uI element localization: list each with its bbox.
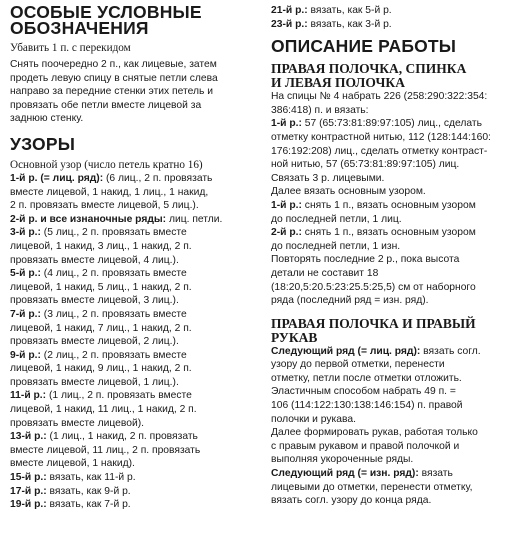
symbols-heading [10,4,260,36]
row-label: Следующий ряд (= изн. ряд): [271,468,419,480]
text-line: направо за передние стенки этих петель и [10,86,213,98]
row-label: 5-й р.: [10,268,41,280]
text-line [271,18,511,32]
text-line [271,199,511,213]
row-text: провязать вместе лицевой). [10,417,145,429]
row-text: лицевой, 1 накид, 11 лиц., 1 накид, 2 п. [10,404,197,416]
row-label: 21-й р.: [271,5,308,16]
text-line [271,467,511,481]
text-line [271,426,511,440]
decrease-description [10,58,260,126]
row-text: вязать, как 7-й р. [46,499,131,511]
text-line [271,294,511,308]
row-text: (5 лиц., 2 п. провязать вместе [40,227,187,239]
row-text: 2 п. провязать вместе лицевой, 5 лиц.). [10,200,199,212]
text-line [10,199,260,213]
row-text: лицевой, 1 накид, 9 лиц., 1 накид, 2 п. [10,363,192,375]
row-text: 106 (114:122:130:138:146:154) п. правой [271,400,463,412]
text-line [10,267,260,281]
row-label: 13-й р.: [10,431,47,443]
row-text: провязать вместе лицевой, 4 лиц.). [10,254,179,266]
text-line [271,104,511,118]
row-text: (4 лиц., 2 п. провязать вместе [40,268,187,280]
row-text: вязать, как 9-й р. [46,485,131,497]
text-line [271,267,511,281]
row-text: (1 лиц., 1 накид, 2 п. провязать [46,431,198,443]
text-line [10,471,260,485]
row-text: вязать согл. [420,345,481,357]
text-line [271,253,511,267]
row-text: вязать, как 3-й р. [307,18,392,30]
row-text: (2 лиц., 2 п. провязать вместе [40,349,187,361]
text-line [271,213,511,227]
text-line: Снять поочередно 2 п., как лицевые, затем [10,59,217,70]
text-line [10,172,260,186]
row-text: провязать вместе лицевой, 1 лиц.). [10,376,179,388]
row-text: Повторять последние 2 р., пока высота [271,254,460,266]
text-line [10,281,260,295]
text-line: провязать обе петли вместе лицевой за [10,99,202,111]
text-line [10,376,260,390]
text-line [10,430,260,444]
row-text: Связать 3 р. лицевыми. [271,172,385,184]
row-text: вместе лицевой, 1 накид, 1 лиц., 1 накид, [10,186,209,198]
row-text: узору до первой отметки, перенести [271,359,445,371]
row-text: вязать, как 5-й р. [307,5,392,16]
row-text: снять 1 п., вязать основным узором [301,227,476,239]
left-column [10,4,260,512]
text-line [271,131,511,145]
row-label: 2-й р.: [271,227,302,239]
row-text: с правым рукавом и правой полочкой и [271,440,460,452]
text-line [10,417,260,431]
row-text: (3 лиц., 2 п. провязать вместе [40,308,187,320]
section-heading-line: И ЛЕВАЯ ПОЛОЧКА [271,75,405,91]
row-label: 7-й р.: [10,308,41,320]
text-line [10,213,260,227]
row-text: отметку, петли после отметки отложить. [271,372,462,384]
row-label: 11-й р.: [10,390,47,402]
text-line [271,172,511,186]
text-line [10,186,260,200]
text-line [10,294,260,308]
row-label: 23-й р.: [271,18,308,30]
text-line [271,158,511,172]
section-heading-line: ПРАВАЯ ПОЛОЧКА И ПРАВЫЙ [271,315,476,331]
text-line [271,117,511,131]
row-text: до последней петли, 1 изн. [271,240,401,252]
row-text: полочки и рукава. [271,413,356,425]
row-text: детали не составит 18 [271,267,379,279]
row-label: 9-й р.: [10,349,41,361]
text-line [271,145,511,159]
row-text: вязать [418,468,453,480]
row-text: вместе лицевой, 11 лиц., 2 п. провязать [10,444,201,456]
text-line: продеть левую спицу в снятые петли слева [10,72,218,84]
text-line [271,494,511,508]
section-heading [271,317,511,345]
row-text: Далее вязать основным узором. [271,186,426,198]
row-text: вязать, как 11-й р. [46,472,136,484]
text-line [10,444,260,458]
text-line [271,90,511,104]
row-text: лицевыми до отметки, перенести отметку, [271,481,473,493]
row-text: (1 лиц., 2 п. провязать вместе [46,390,192,402]
patterns-heading: УЗОРЫ [10,133,76,154]
text-line [10,498,260,512]
row-text: до последней петли, 1 лиц. [271,213,402,225]
row-label: 1-й р.: [271,118,302,130]
text-line [10,403,260,417]
row-label: 17-й р.: [10,485,47,497]
row-text: вязать согл. узору до конца ряда. [271,495,432,507]
row-text: выполняя укороченные ряды. [271,454,414,466]
section-heading-line: РУКАВ [271,329,318,345]
pattern-rows-continued [271,4,511,31]
text-line [271,226,511,240]
text-line [10,457,260,471]
text-line [271,399,511,413]
text-line [271,240,511,254]
row-text: ной нитью, 57 (65:73:81:89:97:105) лиц. [271,159,460,171]
text-line [271,413,511,427]
text-line [10,308,260,322]
row-text: ряда (последний ряд = изн. ряд). [271,295,429,307]
row-text: Далее формировать рукав, работая только [271,427,478,439]
section-heading-line: ПРАВАЯ ПОЛОЧКА, СПИНКА [271,61,467,77]
section-body [271,345,511,508]
text-line [271,185,511,199]
row-text: лицевой, 1 накид, 5 лиц., 1 накид, 2 п. [10,281,192,293]
row-text: 386:418) п. и вязать: [271,104,369,116]
text-line [271,453,511,467]
text-line [10,485,260,499]
row-label: Следующий ряд (= лиц. ряд): [271,345,421,357]
text-line [271,372,511,386]
text-line [10,389,260,403]
row-text: лиц. петли. [166,213,223,225]
text-line [271,481,511,495]
row-text: провязать вместе лицевой, 3 лиц.). [10,295,179,307]
text-line [271,440,511,454]
section-heading [271,62,511,90]
row-text: (18:20,5:20.5:23:25.5:25,5) см от наборного [271,281,476,293]
row-label: 15-й р.: [10,472,47,484]
row-label: 3-й р.: [10,227,41,239]
text-line [10,362,260,376]
text-line [271,345,511,359]
row-text: провязать вместе лицевой, 2 лиц.). [10,336,179,348]
main-pattern-title: Основной узор (число петель кратно 16) [10,158,203,171]
text-line [10,335,260,349]
symbols-heading-line: ОБОЗНАЧЕНИЯ [10,18,149,38]
row-label: 1-й р. (= лиц. ряд): [10,172,104,184]
row-label: 2-й р. и все изнаночные ряды: [10,213,167,225]
row-text: отметку контрастной нитью, 112 (128:144:160: [271,131,491,143]
text-line [10,240,260,254]
row-text: 57 (65:73:81:89:97:105) лиц., сделать [301,118,482,130]
work-description-heading: ОПИСАНИЕ РАБОТЫ [271,36,457,57]
right-column [271,4,511,508]
text-line [10,322,260,336]
row-label: 1-й р.: [271,199,302,211]
row-text: лицевой, 1 накид, 7 лиц., 1 накид, 2 п. [10,322,192,334]
row-label: 19-й р.: [10,499,47,511]
text-line [271,385,511,399]
text-line: заднюю стенку. [10,113,84,125]
text-line [10,254,260,268]
row-text: лицевой, 1 накид, 3 лиц., 1 накид, 2 п. [10,240,192,252]
decrease-subheading: Убавить 1 п. с перекидом [10,42,131,54]
symbols-heading-line: ОСОБЫЕ УСЛОВНЫЕ [10,2,202,22]
text-line [10,349,260,363]
row-text: Эластичным способом набрать 49 п. = [271,386,456,398]
section-body [271,90,511,308]
pattern-rows [10,172,260,512]
text-line [271,281,511,295]
text-line [271,4,511,18]
row-text: снять 1 п., вязать основным узором [301,199,476,211]
text-line [10,226,260,240]
row-text: (6 лиц., 2 п. провязать [103,172,213,184]
row-text: На спицы № 4 набрать 226 (258:290:322:354: [271,91,488,103]
text-line [271,358,511,372]
row-text: вместе лицевой, 1 накид). [10,458,135,470]
row-text: 176:192:208) лиц., сделать отметку контраст- [271,145,488,157]
